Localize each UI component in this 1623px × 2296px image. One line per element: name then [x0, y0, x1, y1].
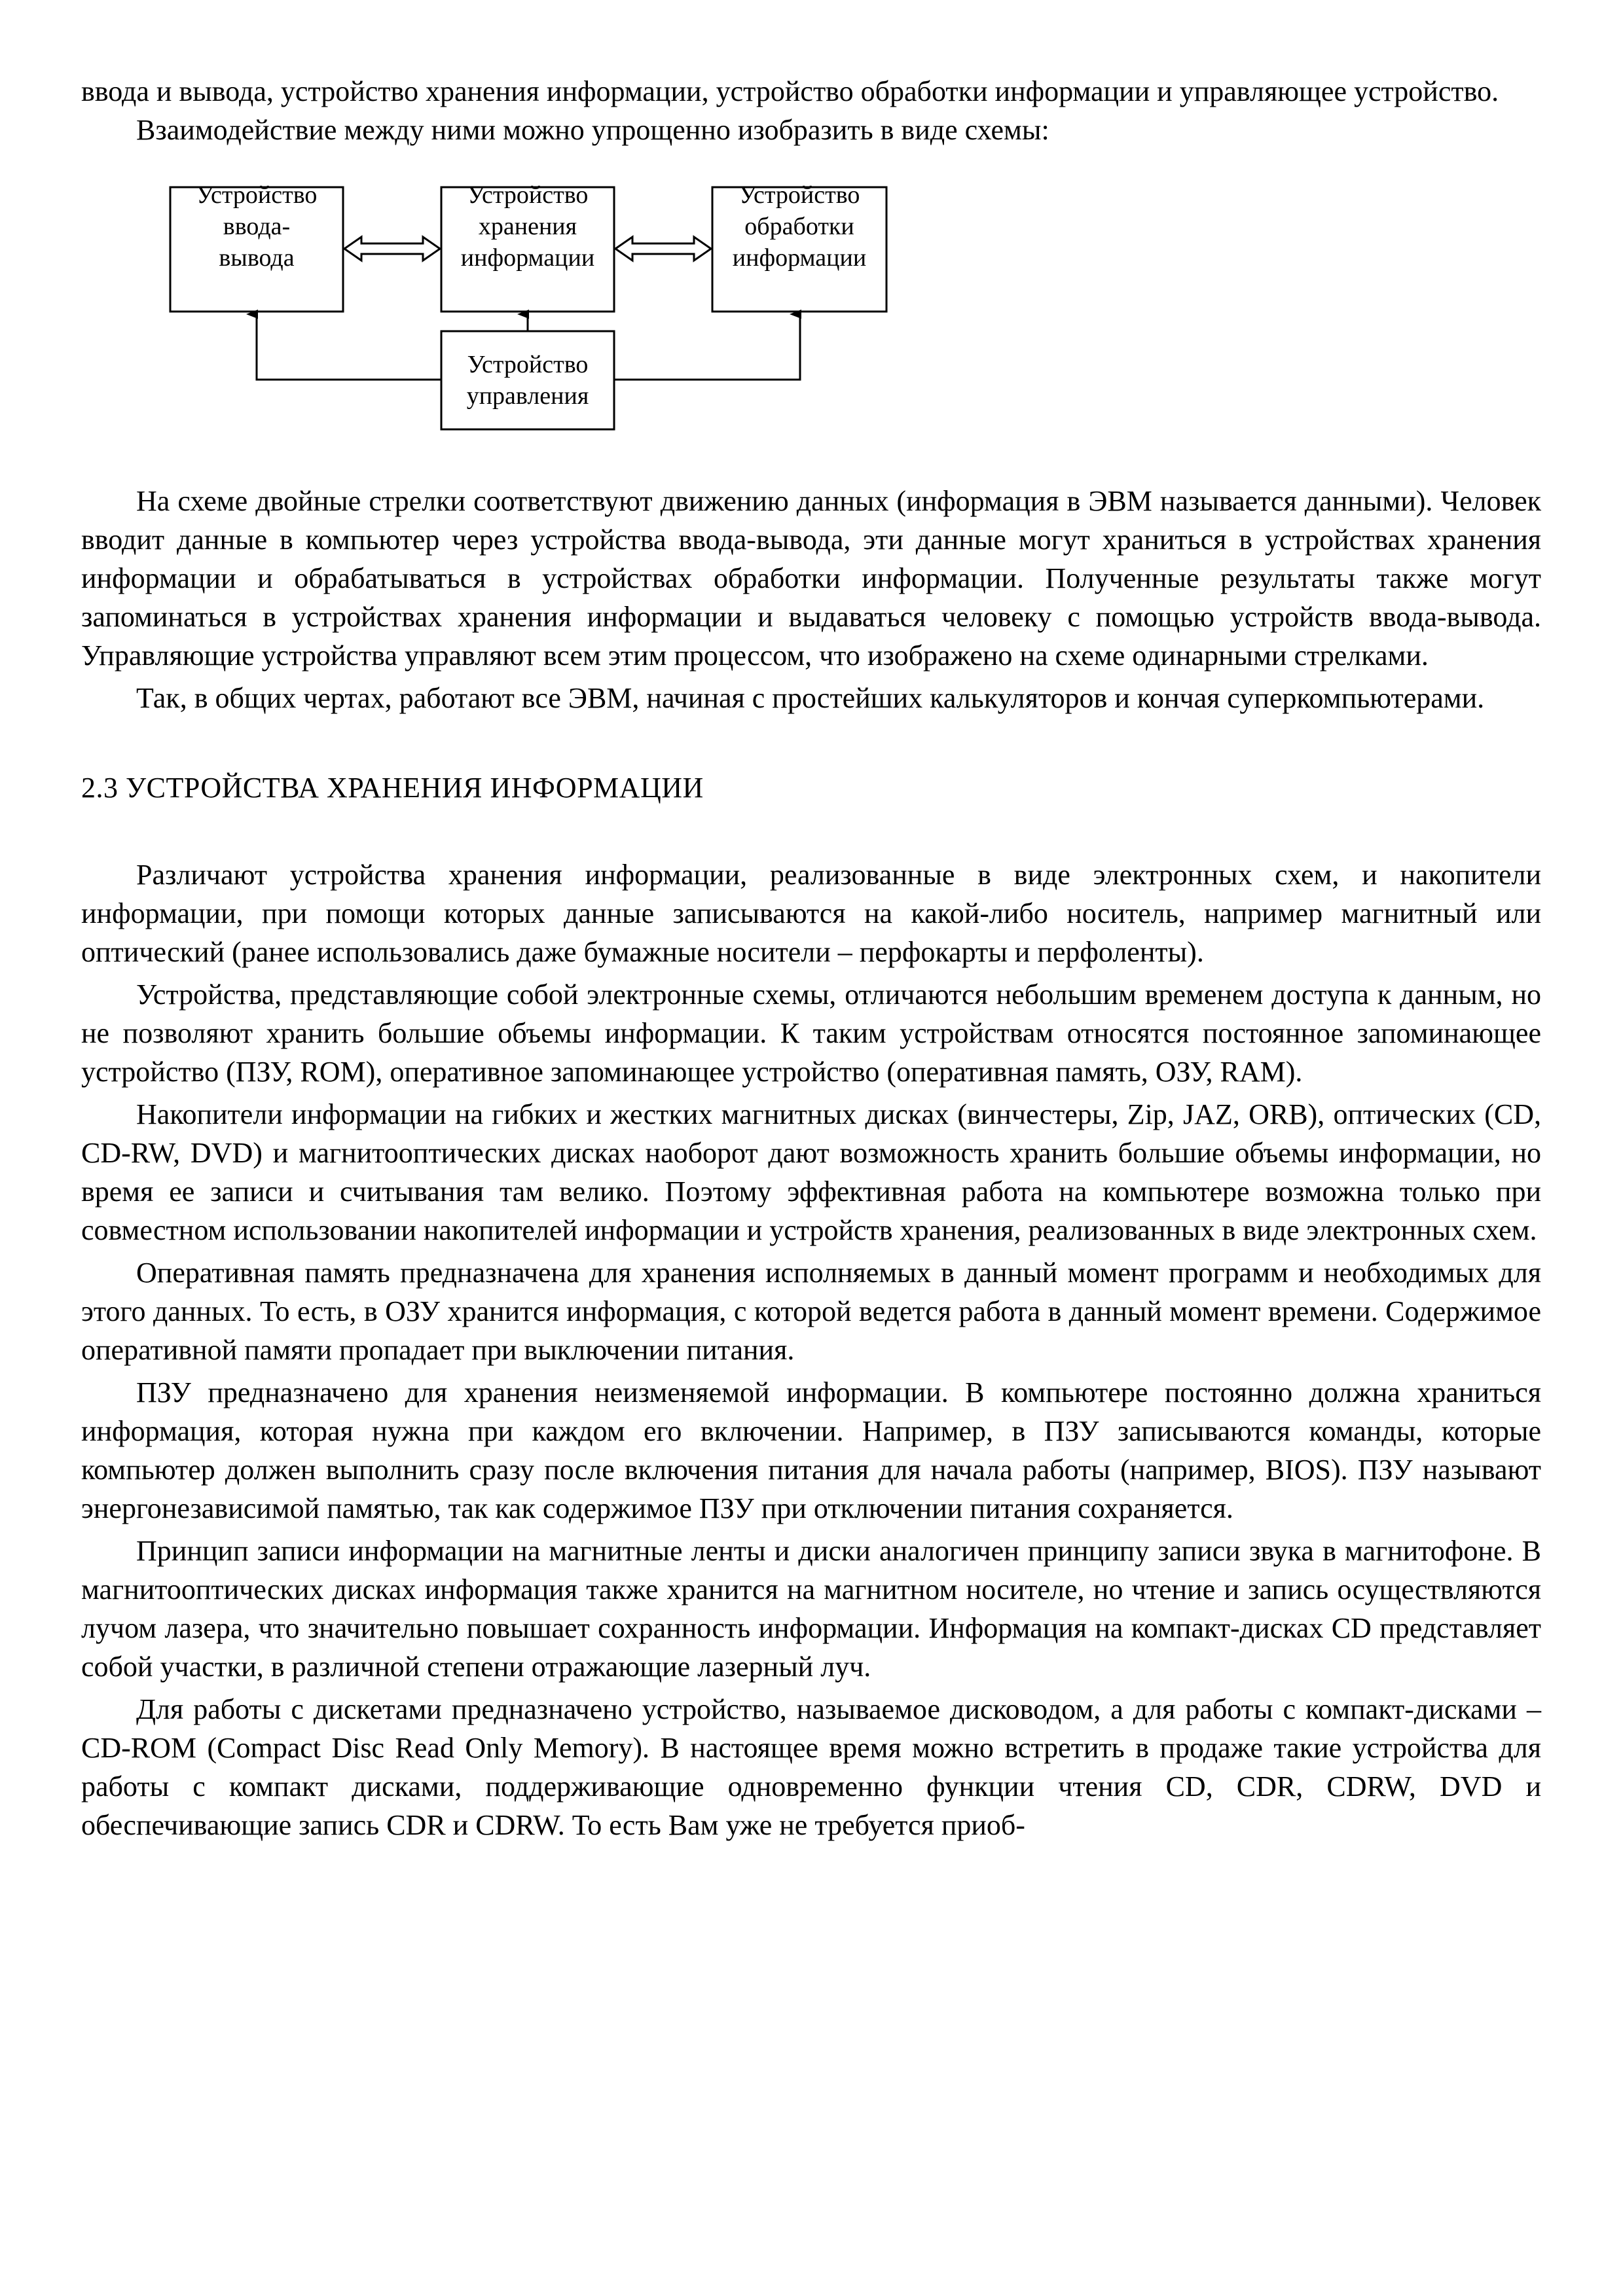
box-control-line-1: Устройство — [467, 351, 589, 378]
paragraph-rom: ПЗУ предназначено для хранения неизменяемой информации. В компьютере постоянно должна храниться информация, которая нужна при каждом его включении. Например, в ПЗУ записываются команды, которые компьютер должен выполнить сразу после включения питания для начала работы (например, BIOS). ПЗУ называют энергонезависимой памятью, так как содержимое ПЗУ при отключении питания сохраняется. — [81, 1376, 1541, 1524]
arrow-control-to-io — [257, 314, 441, 380]
box-io-line-3: вывода — [219, 244, 295, 272]
box-processing-line-1: Устройство — [739, 181, 860, 209]
paragraph-scheme-intro: Взаимодействие между ними можно упрощенно изобразить в виде схемы: — [136, 114, 1049, 146]
paragraph-disk-storage: Накопители информации на гибких и жестких магнитных дисках (винчестеры, Zip, JAZ, ORB), оптических (CD, CD-RW, DVD) и магнитооптических дисках наоборот дают возможность хранить большие объемы информации, но время ее записи и считывания там велико. Поэтому эффективная работа на компьютере возможна только при совместном использовании накопителей информации и устройств хранения, реализованных в виде электронных схем. — [81, 1098, 1541, 1246]
arrow-control-to-processing — [614, 314, 800, 380]
paragraph-electronic-circuits: Устройства, представляющие собой электронные схемы, отличаются небольшим временем доступа к данным, но не позволяют хранить большие объемы информации. К таким устройствам относятся постоянное запоминающее устройство (ПЗУ, ROM), оперативное запоминающее устройство (оперативная память, ОЗУ, RAM). — [81, 978, 1541, 1088]
paragraph-scheme-explanation: На схеме двойные стрелки соответствуют движению данных (информация в ЭВМ называется данными). Человек вводит данные в компьютер через устройства ввода-вывода, эти данные могут храниться в устройствах хранения информации и обрабатываться в устройствах обработки информации. Полученные результаты также могут запоминаться в устройствах хранения информации и выдаваться человеку с помощью устройств ввода-вывода. Управляющие устройства управляют всем этим процессом, что изображено на схеме одинарными стрелками. — [81, 485, 1541, 672]
box-processing-line-3: информации — [732, 244, 867, 272]
box-storage-line-1: Устройство — [467, 181, 589, 209]
computer-structure-diagram — [81, 169, 1541, 457]
paragraph-magnetic-recording: Принцип записи информации на магнитные ленты и диски аналогичен принципу записи звука в магнитофоне. В магнитооптических дисках информация также хранится на магнитном носителе, но чтение и запись осуществляются лучом лазера, что значительно повышает сохранность информации. Информация на компакт-дисках CD представляет собой участки, в различной степени отражающие лазерный луч. — [81, 1535, 1541, 1683]
box-io — [170, 181, 343, 272]
paragraph-drives: Для работы с дискетами предназначено устройство, называемое дисководом, а для работы с компакт-дисками – CD-ROM (Compact Disc Read Only Memory). В настоящее время можно встретить в продаже такие устройства для работы с компакт дисками, поддерживающие одновременно функции чтения CD, CDR, CDRW, DVD и обеспечивающие запись CDR и CDRW. То есть Вам уже не требуется приоб- — [81, 1693, 1541, 1841]
paragraph-ram: Оперативная память предназначена для хранения исполняемых в данный момент программ и необходимых для этого данных. То есть, в ОЗУ хранится информация, с которой ведется работа в данный момент времени. Содержимое оперативной памяти пропадает при выключении питания. — [81, 1257, 1541, 1366]
section-heading: 2.3 УСТРОЙСТВА ХРАНЕНИЯ ИНФОРМАЦИИ — [81, 772, 704, 804]
box-control-line-2: управления — [466, 382, 589, 410]
box-io-line-1: Устройство — [196, 181, 318, 209]
double-arrow-storage-processing — [615, 237, 711, 260]
box-processing — [712, 181, 886, 272]
paragraph-intro-continued: ввода и вывода, устройство хранения информации, устройство обработки информации и управляющее устройство. — [81, 75, 1499, 107]
box-storage — [441, 181, 614, 272]
box-storage-line-2: хранения — [478, 213, 577, 240]
double-arrow-io-storage — [344, 237, 440, 260]
box-storage-line-3: информации — [460, 244, 595, 272]
box-io-line-2: ввода- — [223, 213, 291, 240]
document-page — [81, 72, 1541, 1844]
paragraph-storage-types: Различают устройства хранения информации, реализованные в виде электронных схем, и накопители информации, при помощи которых данные записываются на какой-либо носитель, например магнитный или оптический (ранее использовались даже бумажные носители – перфокарты и перфоленты). — [81, 859, 1541, 968]
paragraph-all-computers: Так, в общих чертах, работают все ЭВМ, начиная с простейших калькуляторов и кончая суперкомпьютерами. — [136, 682, 1485, 714]
box-processing-line-2: обработки — [744, 213, 854, 240]
box-control — [441, 331, 614, 429]
